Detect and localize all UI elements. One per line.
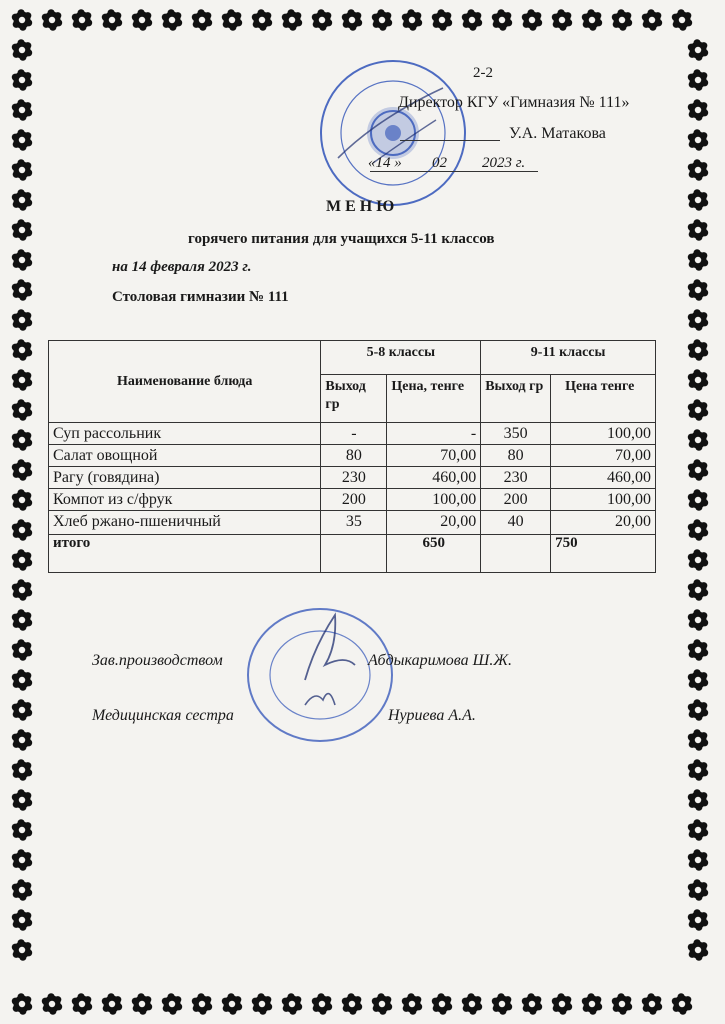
border-ornament-icon	[688, 369, 708, 390]
canteen-name: Столовая гимназии № 111	[112, 289, 289, 305]
yield-5-8: 35	[321, 511, 387, 535]
border-ornament-icon	[582, 993, 602, 1014]
border-ornament-icon	[432, 9, 452, 30]
border-ornament-icon	[12, 459, 32, 480]
total-9-11: 750	[551, 535, 656, 573]
table-row	[49, 467, 656, 489]
approval-date-underline	[370, 171, 538, 172]
border-ornament-icon	[42, 993, 62, 1014]
border-ornament-icon	[162, 993, 182, 1014]
yield-header-9-11: Выход гр	[481, 375, 551, 423]
border-ornament-icon	[12, 279, 32, 300]
border-ornament-icon	[432, 993, 452, 1014]
border-ornament-icon	[192, 9, 212, 30]
border-ornament-icon	[12, 609, 32, 630]
border-ornament-icon	[12, 399, 32, 420]
approval-number: 2-2	[473, 65, 493, 81]
border-ornament-icon	[12, 849, 32, 870]
border-ornament-icon	[12, 879, 32, 900]
border-ornament-icon	[688, 69, 708, 90]
menu-table	[48, 340, 656, 573]
border-ornament-icon	[402, 993, 422, 1014]
border-ornament-icon	[688, 189, 708, 210]
border-ornament-icon	[672, 9, 692, 30]
border-ornament-icon	[132, 9, 152, 30]
border-ornament-icon	[582, 9, 602, 30]
total-label: итого	[49, 535, 321, 573]
border-ornament-icon	[402, 9, 422, 30]
yield-9-11: 230	[481, 467, 551, 489]
border-ornament-icon	[222, 9, 242, 30]
border-ornament-icon	[12, 759, 32, 780]
border-ornament-icon	[12, 639, 32, 660]
table-row	[49, 445, 656, 467]
yield-5-8: 230	[321, 467, 387, 489]
border-ornament-icon	[612, 993, 632, 1014]
approval-director: Директор КГУ «Гимназия № 111»	[398, 94, 630, 111]
border-ornament-icon	[372, 9, 392, 30]
border-ornament-icon	[12, 39, 32, 60]
border-ornament-icon	[688, 909, 708, 930]
total-yield-9-11	[481, 535, 551, 573]
border-ornament-icon	[12, 729, 32, 750]
border-ornament-icon	[102, 993, 122, 1014]
price-5-8: -	[387, 423, 481, 445]
nurse-role: Медицинская сестра	[92, 707, 234, 724]
yield-header-5-8: Выход гр	[321, 375, 387, 423]
price-5-8: 70,00	[387, 445, 481, 467]
border-ornament-icon	[12, 519, 32, 540]
yield-5-8: 80	[321, 445, 387, 467]
border-ornament-icon	[688, 249, 708, 270]
border-ornament-icon	[12, 9, 32, 30]
border-ornament-icon	[312, 9, 332, 30]
border-ornament-icon	[12, 129, 32, 150]
price-9-11: 100,00	[551, 489, 656, 511]
border-ornament-icon	[688, 39, 708, 60]
approval-date-day: «14 »	[368, 155, 402, 171]
border-ornament-icon	[12, 309, 32, 330]
border-ornament-icon	[492, 9, 512, 30]
dish-name: Хлеб ржано-пшеничный	[49, 511, 321, 535]
border-ornament-icon	[12, 669, 32, 690]
menu-date: на 14 февраля 2023 г.	[112, 259, 252, 275]
border-ornament-icon	[688, 429, 708, 450]
approval-signature-line	[400, 140, 500, 141]
group-header-5-8: 5-8 классы	[321, 341, 481, 375]
border-ornament-icon	[12, 339, 32, 360]
border-ornament-icon	[12, 189, 32, 210]
border-ornament-icon	[12, 219, 32, 240]
border-ornament-icon	[372, 993, 392, 1014]
border-ornament-icon	[462, 9, 482, 30]
yield-5-8: -	[321, 423, 387, 445]
price-9-11: 20,00	[551, 511, 656, 535]
border-ornament-icon	[688, 849, 708, 870]
border-ornament-icon	[12, 549, 32, 570]
border-ornament-icon	[688, 549, 708, 570]
menu-title: М Е Н Ю	[326, 198, 395, 215]
border-ornament-icon	[72, 993, 92, 1014]
border-ornament-icon	[688, 789, 708, 810]
border-ornament-icon	[42, 9, 62, 30]
border-ornament-icon	[688, 669, 708, 690]
border-ornament-icon	[688, 609, 708, 630]
border-ornament-icon	[552, 9, 572, 30]
yield-9-11: 40	[481, 511, 551, 535]
dish-header: Наименование блюда	[49, 341, 321, 423]
border-ornament-icon	[688, 639, 708, 660]
border-ornament-icon	[12, 489, 32, 510]
production-name: Абдыкаримова Ш.Ж.	[368, 652, 512, 669]
border-ornament-icon	[12, 909, 32, 930]
border-ornament-icon	[222, 993, 242, 1014]
border-ornament-icon	[252, 993, 272, 1014]
border-ornament-icon	[688, 99, 708, 120]
border-ornament-icon	[612, 9, 632, 30]
border-ornament-icon	[132, 993, 152, 1014]
border-ornament-icon	[688, 519, 708, 540]
total-yield-5-8	[321, 535, 387, 573]
price-5-8: 460,00	[387, 467, 481, 489]
yield-5-8: 200	[321, 489, 387, 511]
border-ornament-icon	[688, 489, 708, 510]
border-ornament-icon	[12, 993, 32, 1014]
border-ornament-icon	[342, 993, 362, 1014]
border-ornament-icon	[688, 579, 708, 600]
border-ornament-icon	[252, 9, 272, 30]
dish-name: Салат овощной	[49, 445, 321, 467]
border-ornament-icon	[688, 819, 708, 840]
border-ornament-icon	[492, 993, 512, 1014]
border-ornament-icon	[102, 9, 122, 30]
menu-rows	[49, 423, 656, 535]
border-ornament-icon	[312, 993, 332, 1014]
border-ornament-icon	[688, 459, 708, 480]
yield-9-11: 80	[481, 445, 551, 467]
border-ornament-icon	[12, 579, 32, 600]
border-ornament-icon	[12, 369, 32, 390]
border-ornament-icon	[688, 729, 708, 750]
price-header-5-8: Цена, тенге	[387, 375, 481, 423]
border-ornament-icon	[192, 993, 212, 1014]
menu-subtitle: горячего питания для учащихся 5-11 классов	[188, 231, 495, 247]
border-ornament-icon	[282, 9, 302, 30]
dish-name: Суп рассольник	[49, 423, 321, 445]
border-ornament-icon	[552, 993, 572, 1014]
approval-date-year: 2023 г.	[482, 155, 526, 171]
dish-name: Рагу (говядина)	[49, 467, 321, 489]
border-ornament-icon	[12, 939, 32, 960]
approval-date-month: 02	[432, 155, 447, 171]
border-ornament-icon	[12, 699, 32, 720]
border-ornament-icon	[688, 699, 708, 720]
table-row	[49, 423, 656, 445]
price-header-9-11: Цена тенге	[551, 375, 656, 423]
border-ornament-icon	[688, 159, 708, 180]
border-ornament-icon	[672, 993, 692, 1014]
production-role: Зав.производством	[92, 652, 223, 669]
table-row	[49, 511, 656, 535]
production-seal-icon	[245, 605, 395, 745]
border-ornament-icon	[12, 159, 32, 180]
border-ornament-icon	[688, 879, 708, 900]
border-ornament-icon	[688, 339, 708, 360]
border-ornament-icon	[12, 69, 32, 90]
approval-name: У.А. Матакова	[509, 125, 606, 142]
table-row	[49, 489, 656, 511]
border-ornament-icon	[12, 99, 32, 120]
yield-9-11: 200	[481, 489, 551, 511]
border-ornament-icon	[522, 993, 542, 1014]
border-ornament-icon	[162, 9, 182, 30]
border-ornament-icon	[72, 9, 92, 30]
border-ornament-icon	[12, 819, 32, 840]
border-ornament-icon	[462, 993, 482, 1014]
border-ornament-icon	[642, 9, 662, 30]
gymnasium-seal-icon	[318, 58, 468, 208]
border-ornament-icon	[342, 9, 362, 30]
border-ornament-icon	[688, 219, 708, 240]
border-ornament-icon	[688, 279, 708, 300]
yield-9-11: 350	[481, 423, 551, 445]
border-ornament-icon	[12, 789, 32, 810]
nurse-name: Нуриева А.А.	[388, 707, 476, 724]
border-ornament-icon	[688, 309, 708, 330]
border-ornament-icon	[688, 759, 708, 780]
border-ornament-icon	[642, 993, 662, 1014]
total-5-8: 650	[387, 535, 481, 573]
price-5-8: 100,00	[387, 489, 481, 511]
group-header-9-11: 9-11 классы	[481, 341, 656, 375]
border-ornament-icon	[688, 939, 708, 960]
dish-name: Компот из с/фрук	[49, 489, 321, 511]
border-ornament-icon	[688, 399, 708, 420]
border-ornament-icon	[522, 9, 542, 30]
border-ornament-icon	[12, 429, 32, 450]
price-5-8: 20,00	[387, 511, 481, 535]
border-ornament-icon	[12, 249, 32, 270]
border-ornament-icon	[282, 993, 302, 1014]
price-9-11: 70,00	[551, 445, 656, 467]
price-9-11: 100,00	[551, 423, 656, 445]
border-ornament-icon	[688, 129, 708, 150]
price-9-11: 460,00	[551, 467, 656, 489]
